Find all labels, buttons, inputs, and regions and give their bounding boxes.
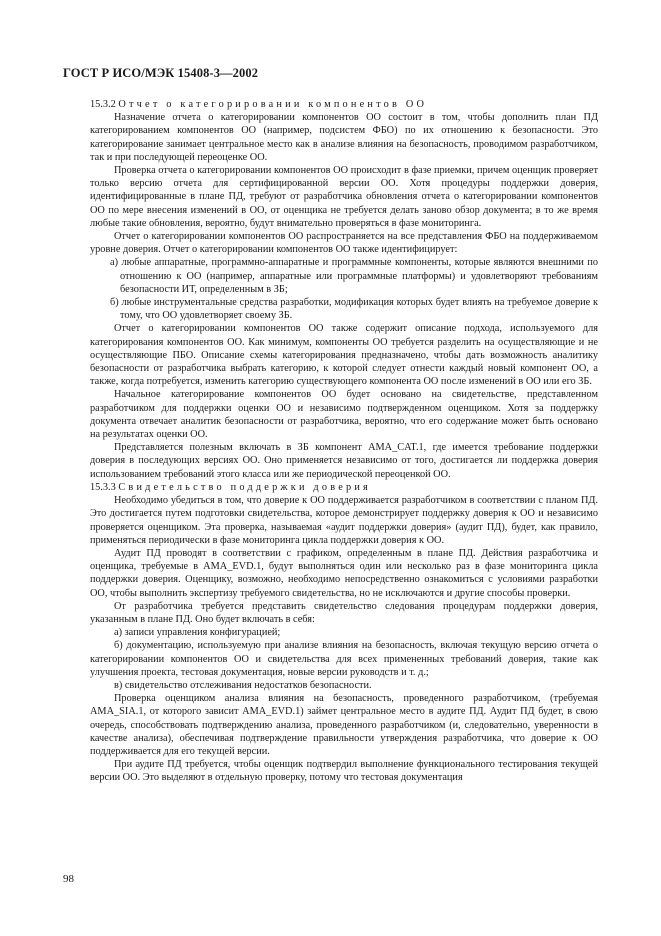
paragraph: Начальное категорирование компонентов ОО будет основано на свидетельстве, представленном разработчиком для поддержки оценки ОО и независимо подтвержденном оценщиком. Хотя за поддержку документа отвечает аналитик безопасности от разработчика, вероятно, что его содержание может быть основано на результатах оценки ОО. [90,389,598,441]
section-title: Отчет о категорировании компонентов ОО [118,99,428,110]
paragraph: От разработчика требуется представить свидетельство следования процедурам поддержки доверия, указанным в плане ПД. Оно будет включать в себя: [90,600,598,625]
document-body [90,98,598,785]
paragraph: Отчет о категорировании компонентов ОО распространяется на все представления ФБО на поддерживаемом уровне доверия. Отчет о категорировании компонентов ОО также идентифицирует: [90,231,598,256]
page-number: 98 [63,873,74,885]
paragraph: Назначение отчета о категорировании компонентов ОО состоит в том, чтобы дополнить план ПД категорированием компонентов ОО (например, подсистем ФБО) по их отношению к безопасности. Это категорирование занимает центральное место как в анализе влияния на безопасность, проводимом разработчиком, так и при последующей переоценке ОО. [90,112,598,163]
section-title: Свидетельство поддержки доверия [118,481,371,493]
section-number: 15.3.3 [90,481,116,493]
list-item: б) любые инструментальные средства разработки, модификация которых будет влиять на требуемое доверие к тому, что ОО удовлетворяет своему ЗБ. [110,297,598,322]
list-item: а) любые аппаратные, программно-аппаратные и программные компоненты, которые являются внешними по отношению к ОО (например, аппаратные или программные платформы) и удовлетворяют требованиям безопасности ИТ, определенным в ЗБ; [110,257,598,295]
paragraph: Аудит ПД проводят в соответствии с графиком, определенным в плане ПД. Действия разработчика и оценщика, требуемые в AMA_EVD.1, будут выполняться один или несколько раз в фазе мониторинга цикла поддержки доверия. Оценщику, возможно, необходимо непосредственно ознакомиться с условиями разработки ОО, чтобы выполнить экспертизу требуемого свидетельства, но не исключаются и другие способы проверки. [90,547,598,599]
paragraph: Представляется полезным включать в ЗБ компонент AMA_CAT.1, где имеется требование поддержки доверия в последующих версиях ОО. Оно применяется независимо от того, достигается ли поддержка доверия использованием требований этого класса или же периодической переоценкой ОО. [90,442,598,480]
section-number: 15.3.2 [90,99,116,110]
paragraph: Проверка оценщиком анализа влияния на безопасность, проведенного разработчиком, (требуемая AMA_SIA.1, от которого зависит AMA_EVD.1) займет центральное место в аудите ПД. Аудит ПД будет, в свою очередь, способствовать подтверждению анализа, проведенного разработчиком (и, следовательно, уверенности в качестве анализа), обеспечивая подтверждение правильности утверждения разработчика, что доверие к ОО поддерживается для его текущей версии. [90,693,598,757]
section-heading-15-3-2 [90,98,598,111]
section-heading-15-3-3 [90,481,598,494]
paragraph: При аудите ПД требуется, чтобы оценщик подтвердил выполнение функционального тестирования текущей версии ОО. Это выделяют в отдельную проверку, потому что тестовая документация [90,759,598,784]
paragraph: Необходимо убедиться в том, что доверие к ОО поддерживается разработчиком в соответствии с планом ПД. Это достигается путем подготовки свидетельства, которое демонстрирует поддержку доверия к ОО и независимо проверяется оценщиком. Эта проверка, называемая «аудит поддержки доверия» (аудит ПД), будет, как правило, применяться периодически в фазе мониторинга цикла поддержки доверия к ОО. [90,495,598,546]
paragraph: Проверка отчета о категорировании компонентов ОО происходит в фазе приемки, причем оценщик проверяет только версию отчета для сертифицированной версии ОО. Хотя процедуры поддержки доверия, идентифицированные в плане ПД, требуют от разработчика обновления отчета о категорировании компонентов ОО по мере внесения изменений в ОО, от оценщика не требуется делать заново обзор документа; в то же время любые такие обновления, вероятно, будут внимательно проверяться в фазе мониторинга. [90,165,598,229]
document-header: ГОСТ Р ИСО/МЭК 15408-3—2002 [63,66,259,80]
list-item: а) записи управления конфигурацией; [114,627,281,639]
paragraph: Отчет о категорировании компонентов ОО также содержит описание подхода, используемого для категорирования компонентов ОО. Как минимум, компоненты ОО требуется разделить на осуществляющие и не осуществляющие ПБО. Описание схемы категорирования предназначено, чтобы дать возможность аналитику безопасности от разработчика выбрать категорию, к которой следует отнести каждый новый компонент ОО, а также, когда потребуется, изменить категорию существующего компонента ОО после изменений в ОО или его ЗБ. [90,323,598,388]
list-item: б) документацию, используемую при анализе влияния на безопасность, включая текущую версию отчета о категорировании компонентов ОО и свидетельства для всех примененных требований доверия, такие как улучшения проекта, тестовая документация, новые версии руководств и т. д.; [90,640,598,678]
list-item: в) свидетельство отслеживания недостатков безопасности. [114,679,372,691]
